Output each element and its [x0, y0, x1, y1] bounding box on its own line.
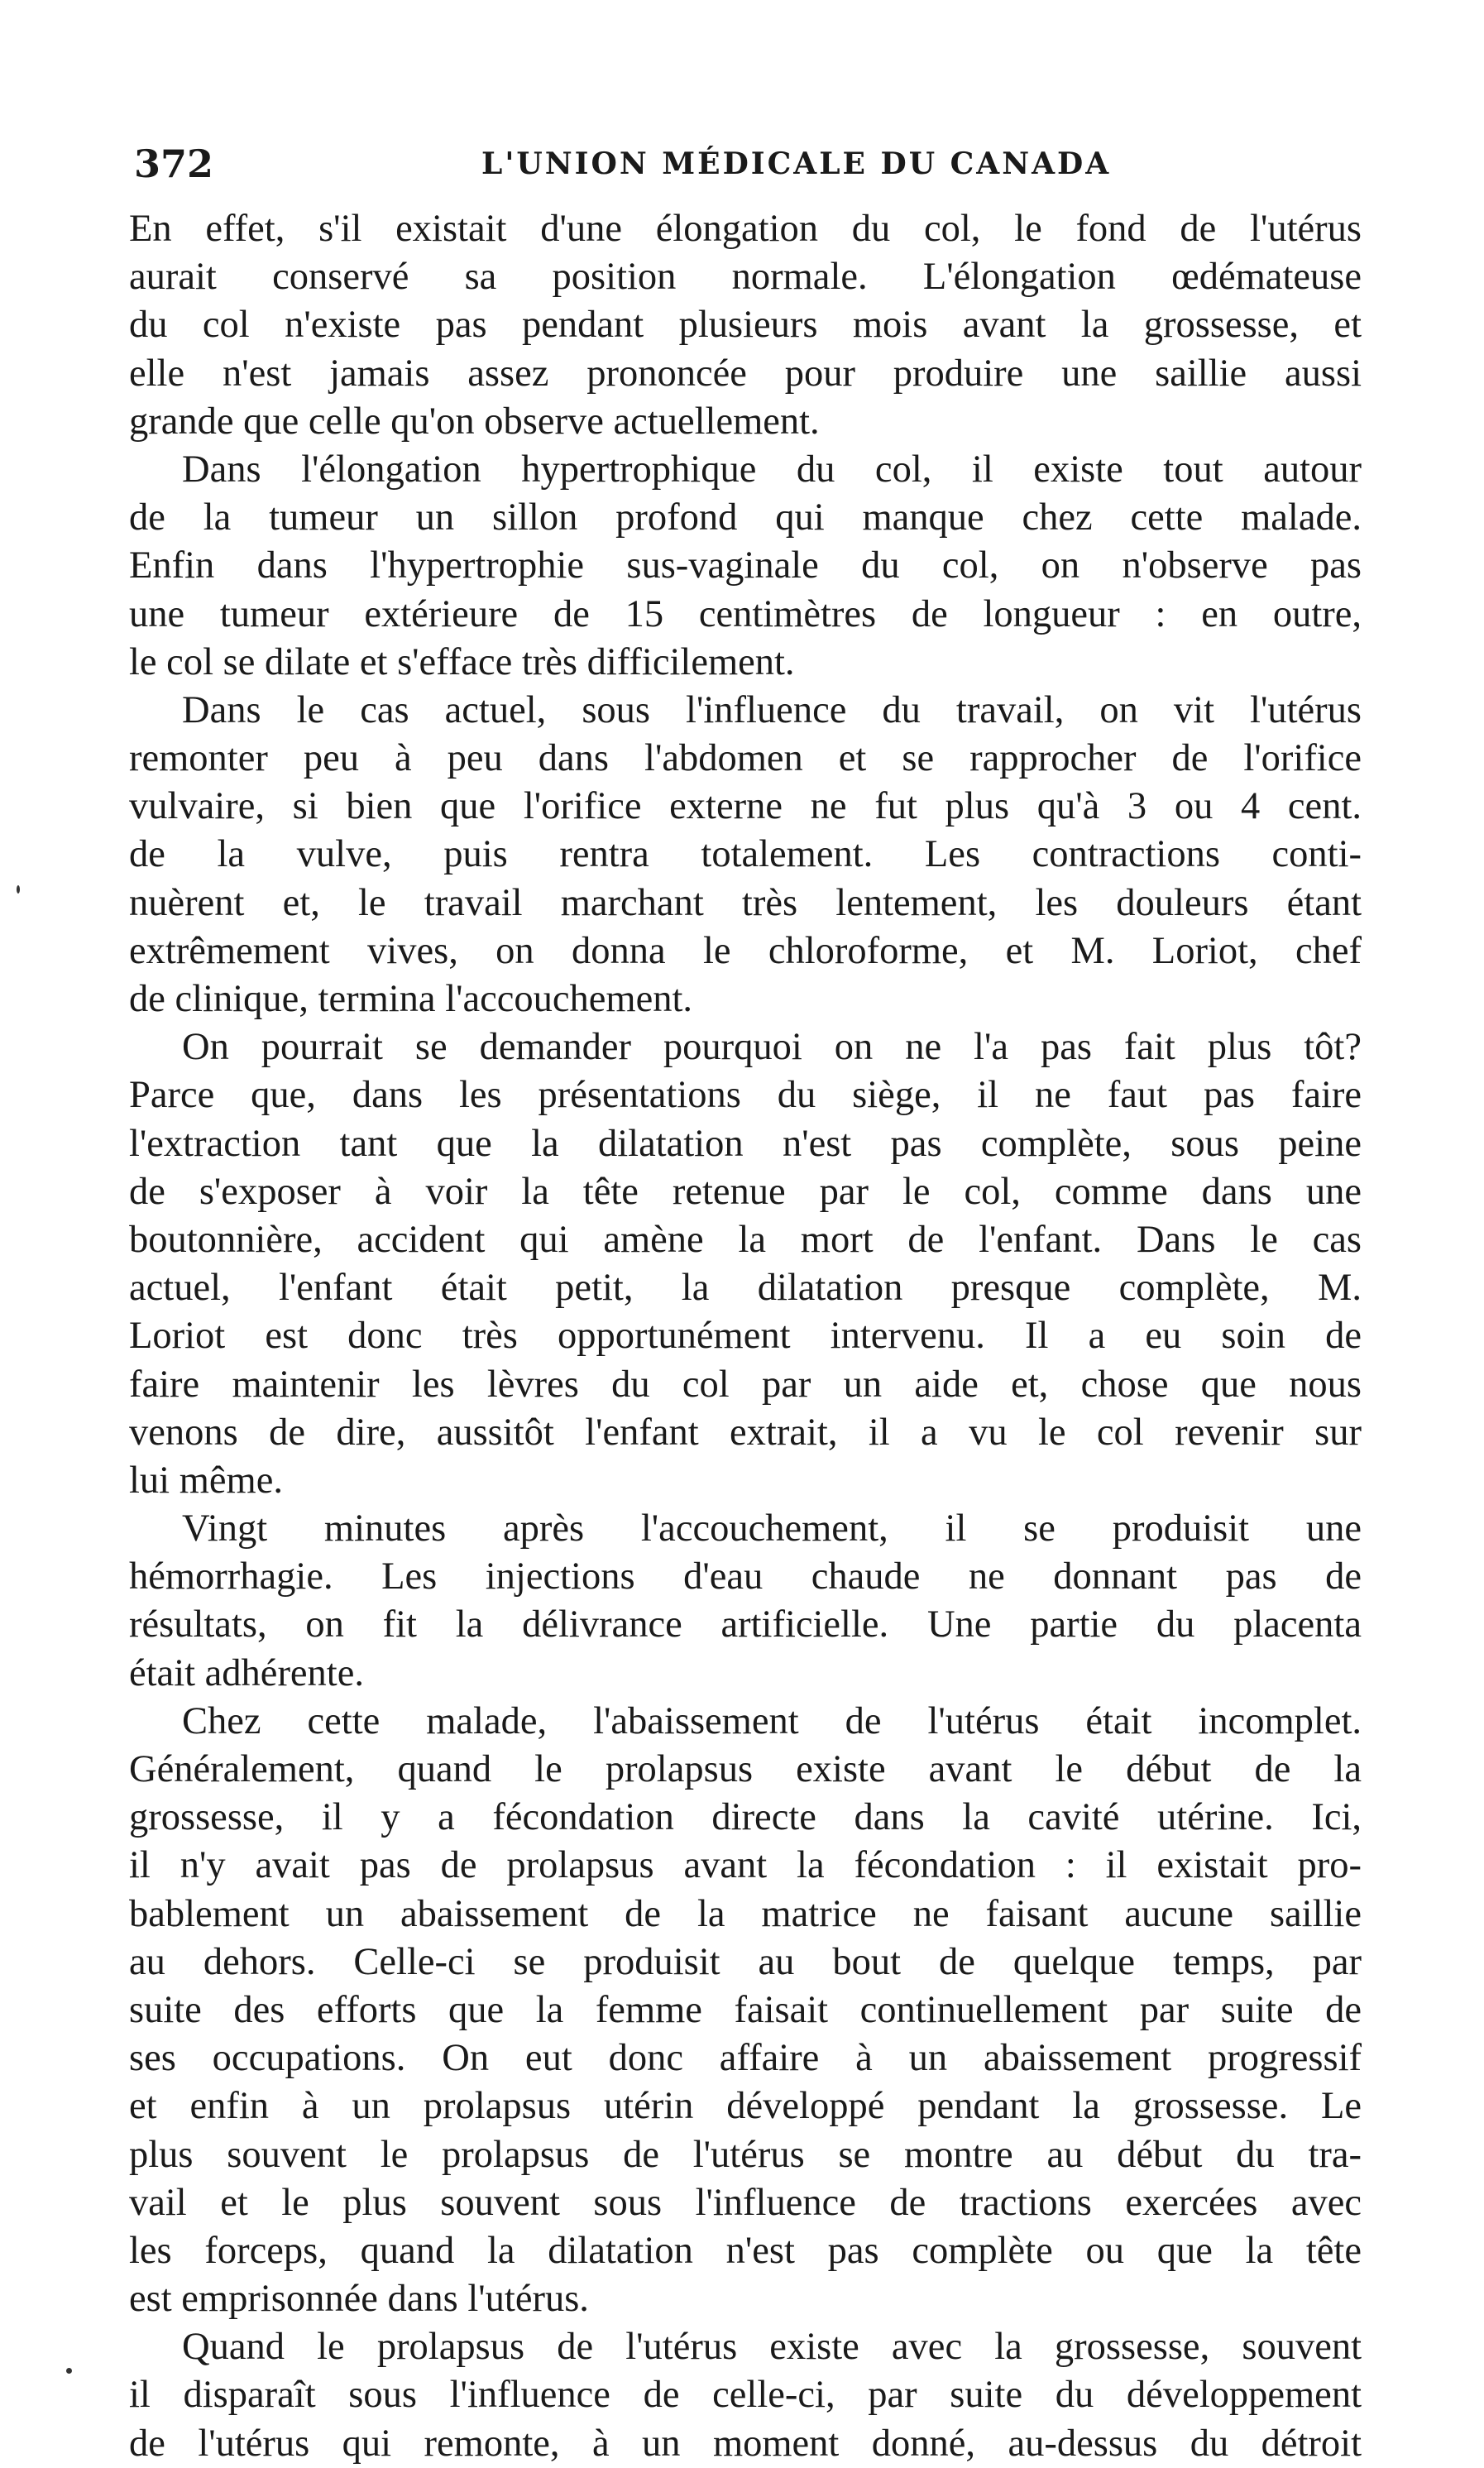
text-line: de clinique, termina l'accouchement. — [129, 978, 693, 1020]
page-number: 372 — [134, 141, 214, 186]
text-line: venons de dire, aussitôt l'enfant extrait, il a vu le col revenir sur — [129, 1411, 1362, 1454]
text-line: suite des efforts que la femme faisait continuellement par suite de — [129, 1988, 1362, 2031]
text-line: hémorrhagie. Les injections d'eau chaude ne donnant pas de — [129, 1555, 1362, 1598]
scan-speck — [17, 885, 20, 894]
text-line: est emprisonnée dans l'utérus. — [129, 2278, 589, 2321]
text-line: Enfin dans l'hypertrophie sus-vaginale du col, on n'observe pas — [129, 544, 1362, 587]
text-line: au dehors. Celle-ci se produisit au bout de quelque temps, par — [129, 1940, 1362, 1983]
text-line: plus souvent le prolapsus de l'utérus se montre au début du tra- — [129, 2133, 1362, 2176]
text-line: Loriot est donc très opportunément intervenu. Il a eu soin de — [129, 1315, 1362, 1358]
text-line: de la tumeur un sillon profond qui manque chez cette malade. — [129, 496, 1362, 539]
text-line: En effet, s'il existait d'une élongation du col, le fond de l'utérus — [129, 208, 1362, 250]
running-title: L'UNION MÉDICALE DU CANADA — [481, 146, 1112, 181]
text-line: vail et le plus souvent sous l'influence de tractions exercées avec — [129, 2181, 1362, 2224]
text-line: lui même. — [129, 1459, 283, 1502]
text-line: ses occupations. On eut donc affaire à un abaissement progressif — [129, 2037, 1362, 2080]
page-header — [134, 139, 1375, 189]
text-line: grande que celle qu'on observe actuellement. — [129, 400, 820, 443]
text-line: le col se dilate et s'efface très difficilement. — [129, 640, 795, 683]
text-line: de la vulve, puis rentra totalement. Les contractions conti- — [129, 833, 1362, 876]
text-line: l'extraction tant que la dilatation n'est pas complète, sous peine — [129, 1122, 1362, 1165]
text-line: du col n'existe pas pendant plusieurs mois avant la grossesse, et — [129, 304, 1362, 347]
text-line: aurait conservé sa position normale. L'élongation œdémateuse — [129, 256, 1362, 299]
text-line: les forceps, quand la dilatation n'est pas complète ou que la tête — [129, 2229, 1362, 2272]
text-line: Généralement, quand le prolapsus existe avant le début de la — [129, 1748, 1362, 1790]
text-line: remonter peu à peu dans l'abdomen et se rapprocher de l'orifice — [129, 737, 1362, 780]
text-line: il n'y avait pas de prolapsus avant la fécondation : il existait pro- — [129, 1844, 1362, 1887]
scan-speck — [66, 2368, 72, 2374]
body-text — [129, 205, 1362, 2468]
text-line: boutonnière, accident qui amène la mort de l'enfant. Dans le cas — [129, 1218, 1362, 1261]
text-line: Dans l'élongation hypertrophique du col, il existe tout autour — [182, 448, 1362, 491]
text-line: résultats, on fit la délivrance artificielle. Une partie du placenta — [129, 1603, 1362, 1646]
text-line: Parce que, dans les présentations du siège, il ne faut pas faire — [129, 1074, 1362, 1117]
text-line: Chez cette malade, l'abaissement de l'utérus était incomplet. — [182, 1699, 1362, 1742]
text-line: bablement un abaissement de la matrice ne faisant aucune saillie — [129, 1892, 1362, 1935]
text-line: grossesse, il y a fécondation directe dans la cavité utérine. Ici, — [129, 1796, 1362, 1839]
text-line: et enfin à un prolapsus utérin développé pendant la grossesse. Le — [129, 2085, 1362, 2128]
text-line: une tumeur extérieure de 15 centimètres de longueur : en outre, — [129, 592, 1362, 635]
text-line: de l'utérus qui remonte, à un moment donné, au-dessus du détroit — [129, 2422, 1362, 2465]
text-line: Vingt minutes après l'accouchement, il se produisit une — [182, 1507, 1362, 1550]
text-line: était adhérente. — [129, 1651, 364, 1694]
text-line: actuel, l'enfant était petit, la dilatation presque complète, M. — [129, 1267, 1362, 1310]
text-line: Quand le prolapsus de l'utérus existe avec la grossesse, souvent — [182, 2326, 1362, 2369]
text-line: nuèrent et, le travail marchant très lentement, les douleurs étant — [129, 881, 1362, 924]
text-line: elle n'est jamais assez prononcée pour produire une saillie aussi — [129, 352, 1362, 395]
text-line: de s'exposer à voir la tête retenue par le col, comme dans une — [129, 1170, 1362, 1213]
text-line: On pourrait se demander pourquoi on ne l'a pas fait plus tôt? — [182, 1026, 1362, 1069]
text-line: il disparaît sous l'influence de celle-ci, par suite du développement — [129, 2374, 1362, 2417]
text-line: extrêmement vives, on donna le chloroforme, et M. Loriot, chef — [129, 929, 1362, 972]
text-line: vulvaire, si bien que l'orifice externe ne fut plus qu'à 3 ou 4 cent. — [129, 785, 1362, 828]
text-line: faire maintenir les lèvres du col par un aide et, chose que nous — [129, 1363, 1362, 1406]
text-line: Dans le cas actuel, sous l'influence du travail, on vit l'utérus — [182, 688, 1362, 731]
